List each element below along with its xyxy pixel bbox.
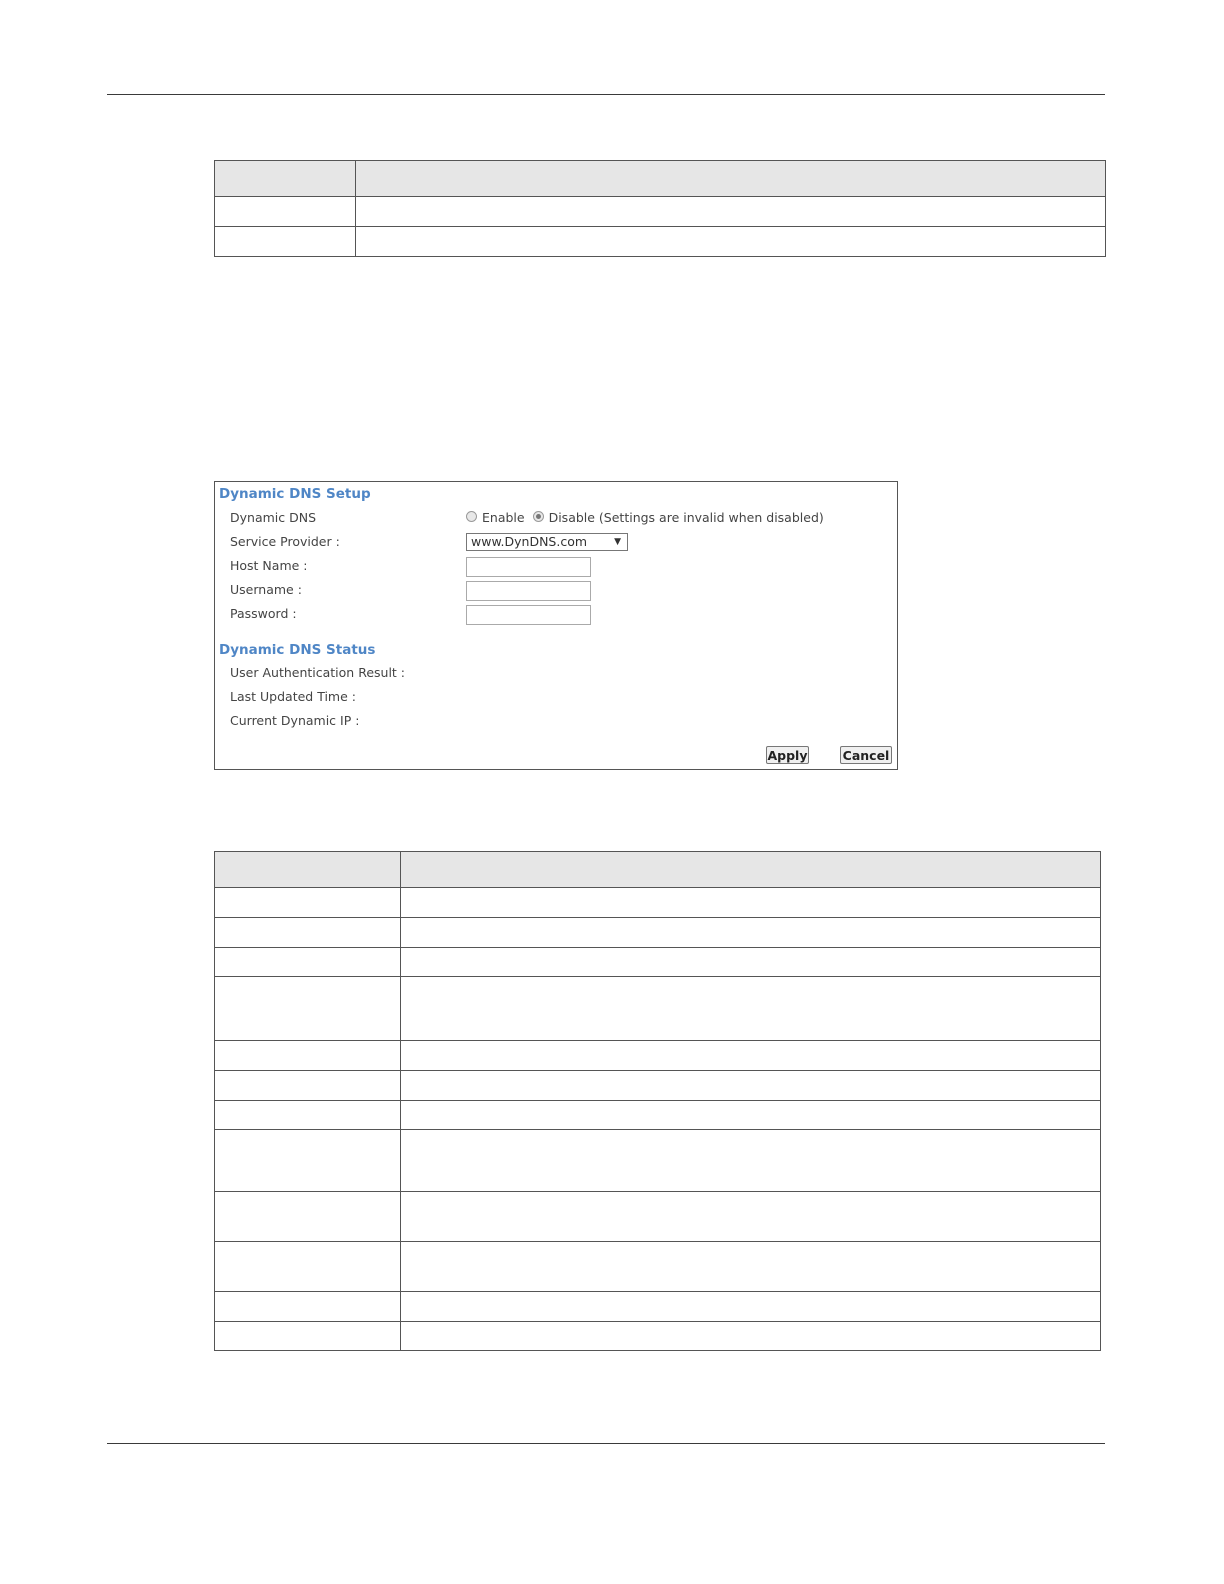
table-row: [215, 1101, 1101, 1130]
table-row: [215, 1322, 1101, 1351]
table-cell: [215, 1041, 401, 1071]
table-cell: [215, 1292, 401, 1322]
table-cell: [401, 1130, 1101, 1192]
table-row: [215, 1041, 1101, 1071]
password-label: Password :: [230, 606, 297, 621]
dynamic-dns-radio-group: [466, 510, 832, 525]
table-cell: [401, 1242, 1101, 1292]
last-updated-label: Last Updated Time :: [230, 689, 356, 704]
table-cell: [215, 1071, 401, 1101]
username-input[interactable]: [466, 581, 591, 601]
table-cell: [401, 1041, 1101, 1071]
table-cell: [215, 1101, 401, 1130]
host-name-label: Host Name :: [230, 558, 308, 573]
service-provider-label: Service Provider :: [230, 534, 340, 549]
table-cell: [401, 1071, 1101, 1101]
table-row: [215, 197, 1106, 227]
table-cell: [215, 1242, 401, 1292]
table-cell: [215, 888, 401, 918]
table-cell: [215, 948, 401, 977]
description-table-2: [214, 851, 1101, 1351]
description-table-1: [214, 160, 1106, 257]
table-cell: [215, 977, 401, 1041]
table-cell: [401, 977, 1101, 1041]
table-row: [215, 1192, 1101, 1242]
table-row: [215, 888, 1101, 918]
table-cell: [215, 1192, 401, 1242]
table-header-row: [215, 852, 1101, 888]
table-row: [215, 948, 1101, 977]
table-row: [215, 977, 1101, 1041]
host-name-input[interactable]: [466, 557, 591, 577]
table-cell: [401, 1292, 1101, 1322]
auth-result-label: User Authentication Result :: [230, 665, 406, 680]
disable-radio-label[interactable]: Disable (Settings are invalid when disabled): [548, 510, 824, 525]
dynamic-dns-panel: [214, 481, 898, 770]
table-row: [215, 1242, 1101, 1292]
service-provider-select[interactable]: [466, 533, 628, 551]
chevron-down-icon: ▼: [614, 537, 621, 547]
table-row: [215, 1130, 1101, 1192]
header-rule: [107, 94, 1105, 95]
table-cell: [215, 1130, 401, 1192]
table-header-cell: [215, 161, 356, 197]
table-header-row: [215, 161, 1106, 197]
table-cell: [401, 888, 1101, 918]
setup-section-title: Dynamic DNS Setup: [219, 486, 371, 502]
table-cell: [356, 197, 1106, 227]
username-label: Username :: [230, 582, 302, 597]
table-row: [215, 227, 1106, 257]
table-cell: [401, 1322, 1101, 1351]
table-row: [215, 1071, 1101, 1101]
enable-radio-label[interactable]: Enable: [482, 510, 525, 525]
cancel-button[interactable]: Cancel: [840, 746, 892, 764]
status-section-title: Dynamic DNS Status: [219, 642, 376, 658]
dynamic-dns-label: Dynamic DNS: [230, 510, 317, 525]
table-cell: [401, 1101, 1101, 1130]
table-header-cell: [215, 852, 401, 888]
table-row: [215, 918, 1101, 948]
table-header-cell: [401, 852, 1101, 888]
table-cell: [215, 1322, 401, 1351]
table-cell: [401, 948, 1101, 977]
table-cell: [401, 1192, 1101, 1242]
table-cell: [215, 227, 356, 257]
table-row: [215, 1292, 1101, 1322]
footer-rule: [107, 1443, 1105, 1444]
table-cell: [356, 227, 1106, 257]
current-ip-label: Current Dynamic IP :: [230, 713, 360, 728]
password-input[interactable]: [466, 605, 591, 625]
table-header-cell: [356, 161, 1106, 197]
enable-radio[interactable]: [466, 511, 477, 522]
table-cell: [215, 197, 356, 227]
apply-button[interactable]: Apply: [767, 747, 808, 763]
table-cell: [401, 918, 1101, 948]
table-cell: [215, 918, 401, 948]
service-provider-value: www.DynDNS.com: [471, 534, 588, 549]
disable-radio[interactable]: [533, 511, 544, 522]
